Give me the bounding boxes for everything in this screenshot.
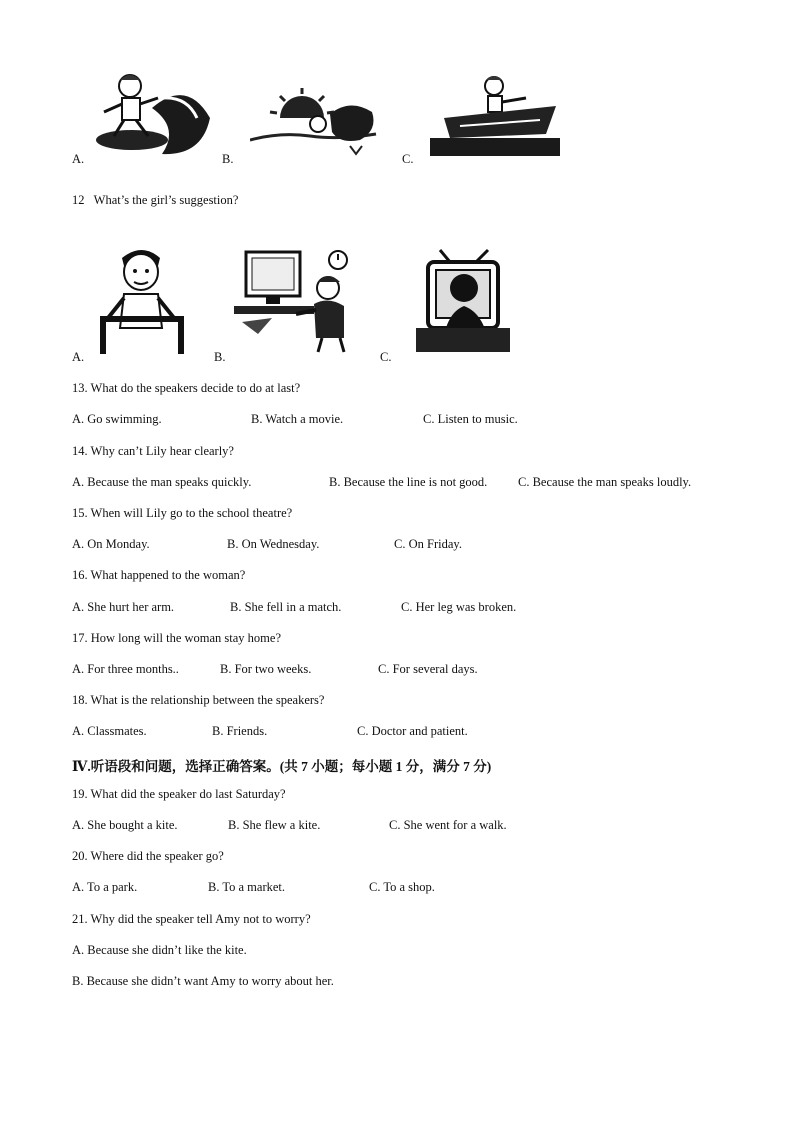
rowing-boat-icon	[430, 72, 560, 160]
q17-option-b[interactable]: B. For two weeks.	[220, 662, 312, 676]
q19-option-b[interactable]: B. She flew a kite.	[228, 818, 321, 832]
section-4-title: Ⅳ.听语段和问题，选择正确答案。(共 7 小题；每小题 1 分，满分 7 分)	[72, 759, 492, 774]
question-12	[72, 193, 238, 208]
q15-option-c[interactable]: C. On Friday.	[394, 537, 462, 551]
q12-label-c: C.	[380, 350, 392, 364]
q15-option-b[interactable]: B. On Wednesday.	[227, 537, 320, 551]
question-18: 18. What is the relationship between the speakers?	[72, 693, 325, 707]
q12-label-b: B.	[214, 350, 226, 364]
q16-option-b[interactable]: B. She fell in a match.	[230, 600, 342, 614]
computer-user-icon	[232, 248, 360, 354]
q11-label-b: B.	[222, 152, 234, 166]
q18-option-a[interactable]: A. Classmates.	[72, 724, 147, 738]
q14-option-b[interactable]: B. Because the line is not good.	[329, 475, 488, 489]
q15-option-a[interactable]: A. On Monday.	[72, 537, 150, 551]
question-15: 15. When will Lily go to the school theatre?	[72, 506, 293, 520]
question-19: 19. What did the speaker do last Saturday?	[72, 787, 286, 801]
q20-option-c[interactable]: C. To a shop.	[369, 880, 435, 894]
q18-option-b[interactable]: B. Friends.	[212, 724, 268, 738]
q13-option-a[interactable]: A. Go swimming.	[72, 412, 162, 426]
q20-option-a[interactable]: A. To a park.	[72, 880, 138, 894]
question-13: 13. What do the speakers decide to do at last?	[72, 381, 301, 395]
q18-option-c[interactable]: C. Doctor and patient.	[357, 724, 468, 738]
q13-option-c[interactable]: C. Listen to music.	[423, 412, 518, 426]
q21-option-b[interactable]: B. Because she didn’t want Amy to worry about her.	[72, 974, 334, 988]
q14-option-a[interactable]: A. Because the man speaks quickly.	[72, 475, 252, 489]
surfing-boy-icon	[92, 68, 214, 160]
q16-option-c[interactable]: C. Her leg was broken.	[401, 600, 517, 614]
q20-option-b[interactable]: B. To a market.	[208, 880, 286, 894]
q11-label-a: A.	[72, 152, 85, 166]
question-20: 20. Where did the speaker go?	[72, 849, 224, 863]
q13-option-b[interactable]: B. Watch a movie.	[251, 412, 344, 426]
question-17: 17. How long will the woman stay home?	[72, 631, 281, 645]
q14-option-c[interactable]: C. Because the man speaks loudly.	[518, 475, 692, 489]
exercising-boy-icon	[96, 244, 188, 356]
tv-watcher-icon	[410, 248, 516, 356]
q17-option-c[interactable]: C. For several days.	[378, 662, 478, 676]
q12-text: What’s the girl’s suggestion?	[93, 193, 239, 207]
water-splash-sunset-icon	[250, 84, 380, 162]
q16-option-a[interactable]: A. She hurt her arm.	[72, 600, 175, 614]
q12-number: 12	[72, 193, 85, 207]
q19-option-c[interactable]: C. She went for a walk.	[389, 818, 507, 832]
question-21: 21. Why did the speaker tell Amy not to worry?	[72, 912, 311, 926]
question-14: 14. Why can’t Lily hear clearly?	[72, 444, 234, 458]
q11-label-c: C.	[402, 152, 414, 166]
q21-option-a[interactable]: A. Because she didn’t like the kite.	[72, 943, 247, 957]
q19-option-a[interactable]: A. She bought a kite.	[72, 818, 178, 832]
question-16: 16. What happened to the woman?	[72, 568, 246, 582]
q17-option-a[interactable]: A. For three months..	[72, 662, 179, 676]
q12-label-a: A.	[72, 350, 85, 364]
